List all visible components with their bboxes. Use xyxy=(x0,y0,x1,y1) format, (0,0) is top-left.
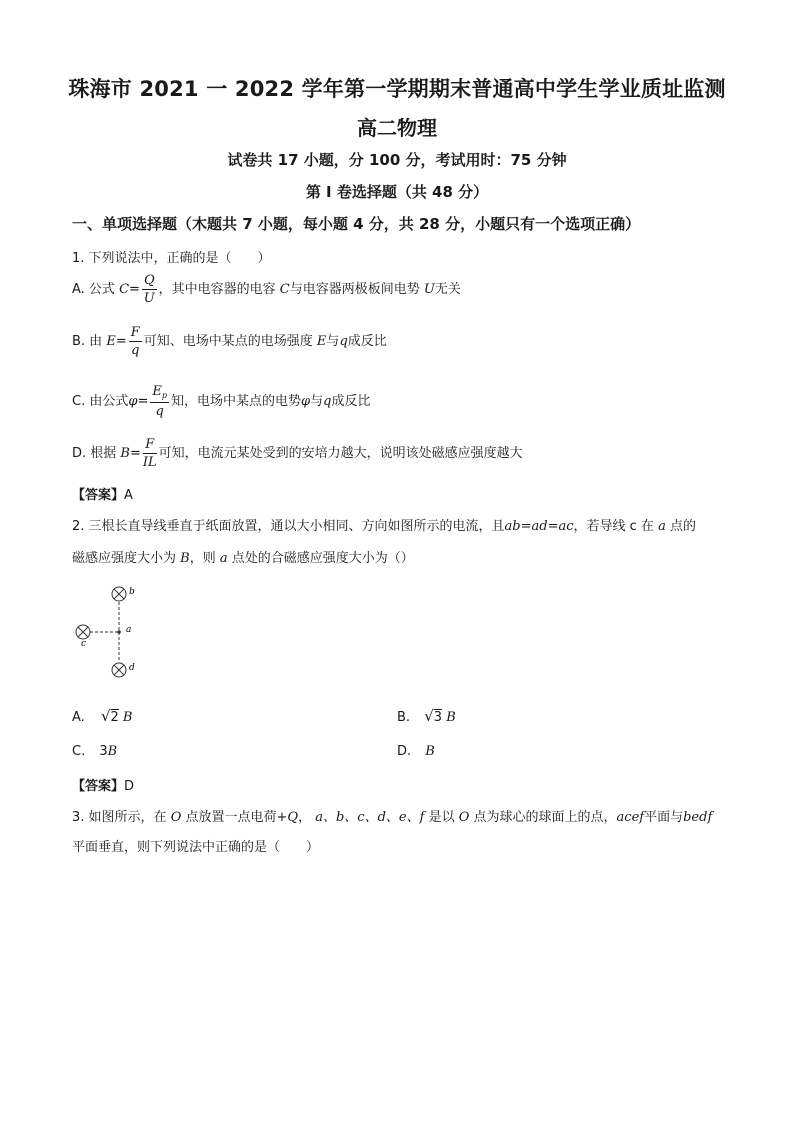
q1-b-fraction: $\frac{F}{q}$ xyxy=(130,325,140,358)
wire-c-symbol xyxy=(76,625,90,639)
q1-option-d: D. 根据 B= $\frac{F}{IL}$ 可知，电流元某处受到的安培力越大，说明该处磁感应强度越大 xyxy=(72,437,523,470)
subject-title: 高二物理 xyxy=(357,116,437,140)
label-b: b xyxy=(129,587,135,597)
part-title: 第 I 卷选择题（共 48 分） xyxy=(305,183,489,201)
label-c: c xyxy=(81,639,87,649)
q1-a-fraction: $\frac{Q}{U}$ xyxy=(143,273,155,306)
q1-d-fraction: $\frac{F}{IL}$ xyxy=(142,437,157,470)
label-d: d xyxy=(129,663,135,673)
wire-b-symbol xyxy=(112,587,126,601)
section-heading: 一、单项选择题（木题共 7 小题，每小题 4 分，共 28 分，小题只有一个选项正确） xyxy=(72,215,641,233)
exam-info: 试卷共 17 小题，分 100 分，考试用时：75 分钟 xyxy=(227,151,567,169)
q2-answer: 【答案】D xyxy=(72,779,135,794)
q2-option-c: C. 3B xyxy=(72,744,118,759)
q2-stem-line2: 磁感应强度大小为 B，则 a 点处的合磁感应强度大小为（） xyxy=(72,551,414,566)
label-a: a xyxy=(126,625,132,635)
q1-option-c: C. 由公式φ= $\frac{E_p}{q}$ 知，电场中某点的电势φ与q成反比 xyxy=(72,384,371,419)
point-a-dot xyxy=(117,630,121,634)
q2-stem-line1: 2. 三根长直导线垂直于纸面放置，通以大小相同、方向如图所示的电流，且ab=ad=ac，若导线 c 在 a 点的 xyxy=(72,519,696,534)
q1-option-a: A. 公式 C= $\frac{Q}{U}$ ，其中电容器的电容 C与电容器两极板间电势 U无关 xyxy=(72,273,461,306)
wire-d-symbol xyxy=(112,663,126,677)
q1-option-b: B. 由 E= $\frac{F}{q}$ 可知、电场中某点的电场强度 E与q成反比 xyxy=(72,325,387,358)
q1-answer: 【答案】A xyxy=(72,488,133,503)
wire-figure xyxy=(70,580,150,685)
q2-option-d: D. B xyxy=(397,744,435,759)
q1-stem: 1. 下列说法中，正确的是（ ） xyxy=(72,251,271,266)
q2-option-b: B. √3 B xyxy=(397,707,456,725)
q3-stem-line2: 平面垂直，则下列说法中正确的是（ ） xyxy=(72,840,320,855)
exam-title: 珠海市 2021 一 2022 学年第一学期期末普通高中学生学业质址监测 xyxy=(68,77,726,101)
q3-stem-line1: 3. 如图所示，在 O 点放置一点电荷+Q， a、b、c、d、e、f 是以 O 点为球心的球面上的点，acef平面与bedf xyxy=(72,810,713,825)
q2-option-a: A. √2 B xyxy=(72,707,133,725)
q1-c-fraction: $\frac{E_p}{q}$ xyxy=(152,384,167,419)
